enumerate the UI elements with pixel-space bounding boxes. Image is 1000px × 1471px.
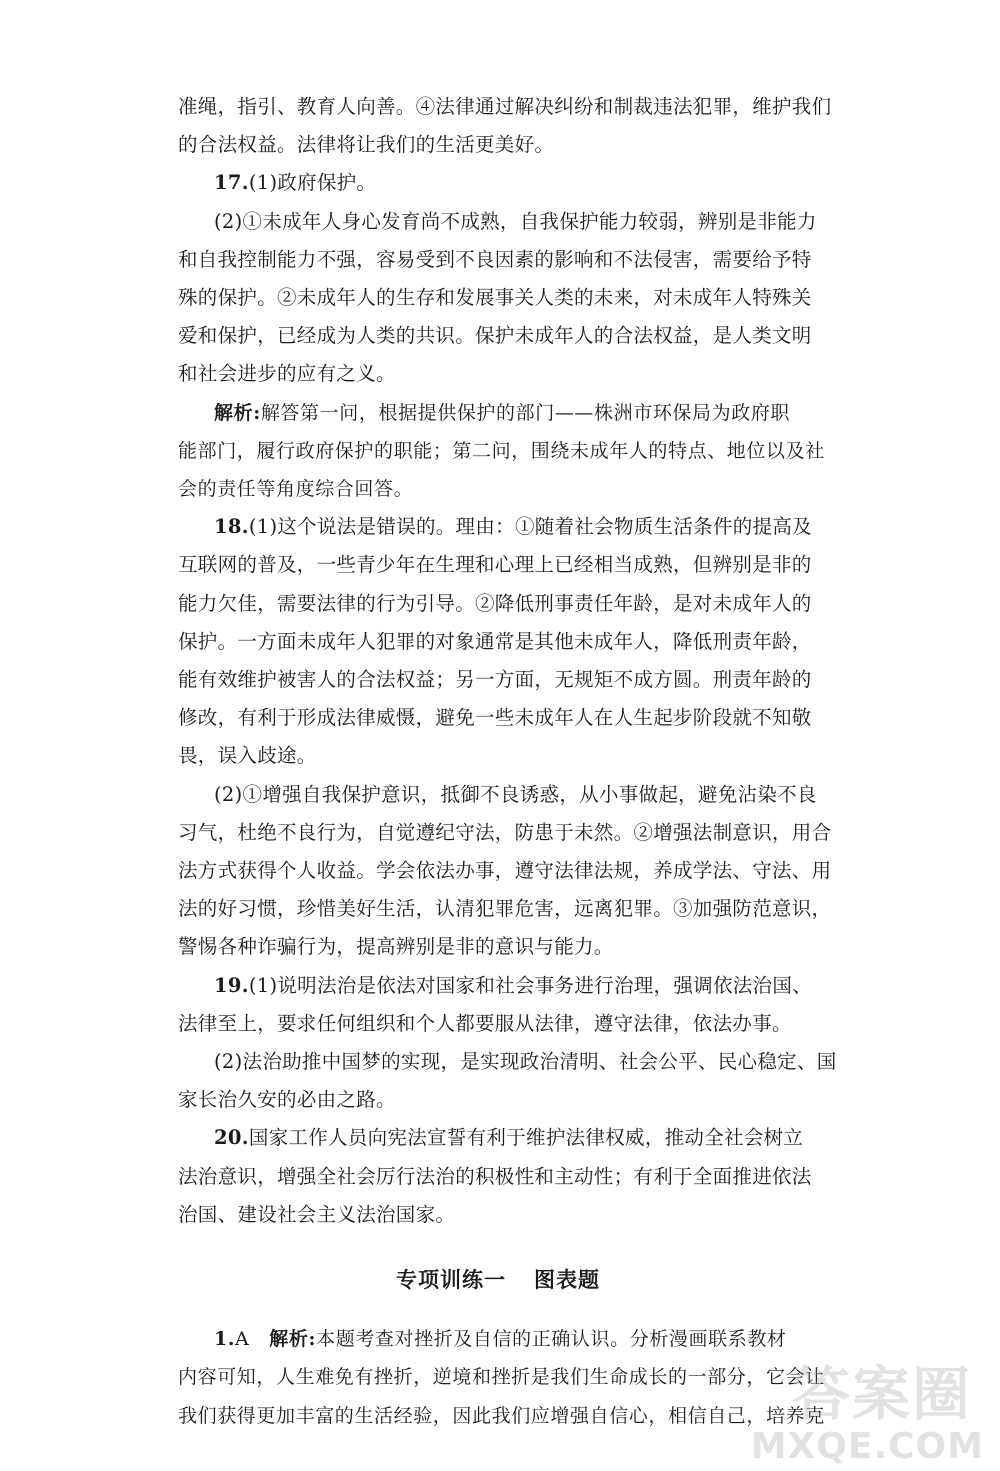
- analysis-text: 解答第一问，根据提供保护的部门——株洲市环保局为政府职: [260, 401, 791, 424]
- q17-number: 17.: [214, 171, 249, 195]
- q17-part1: [178, 164, 818, 202]
- q20: [178, 1119, 818, 1234]
- text-line: 法的好习惯，珍惜美好生活，认清犯罪危害，远离犯罪。③加强防范意识，: [178, 897, 832, 921]
- text-line: 能力欠佳，需要法律的行为引导。②降低刑事责任年龄，是对未成年人的: [178, 591, 812, 615]
- text-line: [178, 1320, 818, 1358]
- text-line: [178, 394, 818, 432]
- s1-number: 1.: [214, 1328, 236, 1351]
- text-line: 内容可知，人生难免有挫折，逆境和挫折是我们生命成长的一部分，它会让: [178, 1366, 825, 1389]
- text-line: 的合法权益。法律将让我们的生活更美好。: [178, 133, 555, 157]
- text-line: 修改，有利于形成法律威慑，避免一些未成年人在人生起步阶段就不知敬: [178, 706, 812, 730]
- text-line: 法治意识，增强全社会厉行法治的积极性和主动性；有利于全面推进依法: [178, 1164, 812, 1188]
- text-line: 互联网的普及，一些青少年在生理和心理上已经相当成熟，但辨别是非的: [178, 553, 812, 577]
- text-line: 家长治久安的必由之路。: [178, 1088, 396, 1112]
- analysis-label: 解析:: [269, 1328, 317, 1351]
- q19-text: (1)说明法治是依法对国家和社会事务进行治理，强调依法治国、: [248, 973, 812, 997]
- q18-part2: [178, 776, 832, 967]
- analysis-text: 本题考查对挫折及自信的正确认识。分析漫画联系教材: [316, 1328, 787, 1351]
- watermark-top-text: 答案圈: [791, 1360, 972, 1428]
- text-line: 准绳，指引、教育人向善。④法律通过解决纠纷和制裁违法犯罪，维护我们: [178, 95, 832, 118]
- analysis-label: 解析:: [214, 401, 261, 424]
- text-line: 殊的保护。②未成年人的生存和发展事关人类的未来，对未成年人特殊关: [178, 286, 812, 310]
- watermark-bottom-text: MXQE.COM: [750, 1426, 984, 1467]
- section-title-part-a: 专项训练一: [396, 1268, 506, 1293]
- q18-part1: [178, 508, 818, 775]
- text-line: 会的责任等角度综合回答。: [178, 478, 414, 501]
- text-line: (2)①增强自我保护意识，抵御不良诱惑，从小事做起，避免沾染不良: [214, 782, 817, 806]
- text-line: 能部门，履行政府保护的职能；第二问，围绕未成年人的特点、地位以及社: [178, 439, 825, 462]
- text-line: 能有效维护被害人的合法权益；另一方面，无规矩不成方圆。刑责年龄的: [178, 668, 812, 692]
- text-line: 畏，误入歧途。: [178, 744, 317, 768]
- s1-answer: A: [235, 1328, 250, 1351]
- text-line: 和社会进步的应有之义。: [178, 362, 396, 386]
- answer-page: [178, 88, 837, 1435]
- q20-number: 20.: [214, 1126, 249, 1150]
- text-line: 保护。一方面未成年人犯罪的对象通常是其他未成年人，降低刑责年龄，: [178, 629, 812, 653]
- watermark-logo: [750, 1347, 992, 1467]
- special-training-q1: [178, 1320, 825, 1435]
- text-line: 和自我控制能力不强，容易受到不良因素的影响和不法侵害，需要给予特: [178, 247, 812, 271]
- text-line: 治国、建设社会主义法治国家。: [178, 1202, 456, 1226]
- text-line: 我们获得更加丰富的生活经验，因此我们应增强自信心，相信自己，培养克: [178, 1404, 825, 1427]
- text-line: [178, 1119, 818, 1157]
- text-line: 警惕各种诈骗行为，提高辨别是非的意识与能力。: [178, 935, 614, 959]
- q19-number: 19.: [214, 973, 249, 997]
- q17-part2: [178, 203, 818, 394]
- text-line: 法律至上，要求任何组织和个人都要服从法律，遵守法律，依法办事。: [178, 1011, 792, 1035]
- text-line: 习气，杜绝不良行为，自觉遵纪守法，防患于未然。②增强法制意识，用合: [178, 820, 832, 844]
- q20-text: 国家工作人员向宪法宣誓有利于维护法律权威，推动全社会树立: [248, 1126, 804, 1150]
- section-title: [178, 1264, 818, 1294]
- q17-answer-1: (1)政府保护。: [248, 171, 377, 195]
- text-line: [178, 508, 818, 546]
- section-title-part-b: 图表题: [534, 1268, 600, 1293]
- text-line: [178, 967, 818, 1005]
- q18-number: 18.: [214, 515, 249, 539]
- text-line: (2)法治助推中国梦的实现，是实现政治清明、社会公平、民心稳定、国: [214, 1050, 837, 1074]
- text-line: (2)①未成年人身心发育尚不成熟，自我保护能力较弱，辨别是非能力: [214, 209, 817, 233]
- text-line: 法方式获得个人收益。学会依法办事，遵守法律法规，养成学法、守法、用: [178, 859, 832, 883]
- q19-part1: [178, 967, 818, 1043]
- q18-text: (1)这个说法是错误的。理由：①随着社会物质生活条件的提高及: [248, 515, 812, 539]
- text-line: [178, 164, 818, 202]
- q19-part2: [178, 1043, 837, 1119]
- text-line: 爱和保护，已经成为人类的共识。保护未成年人的合法权益，是人类文明: [178, 324, 812, 348]
- q17-analysis: [178, 394, 825, 509]
- paragraph-continuation: [178, 88, 832, 164]
